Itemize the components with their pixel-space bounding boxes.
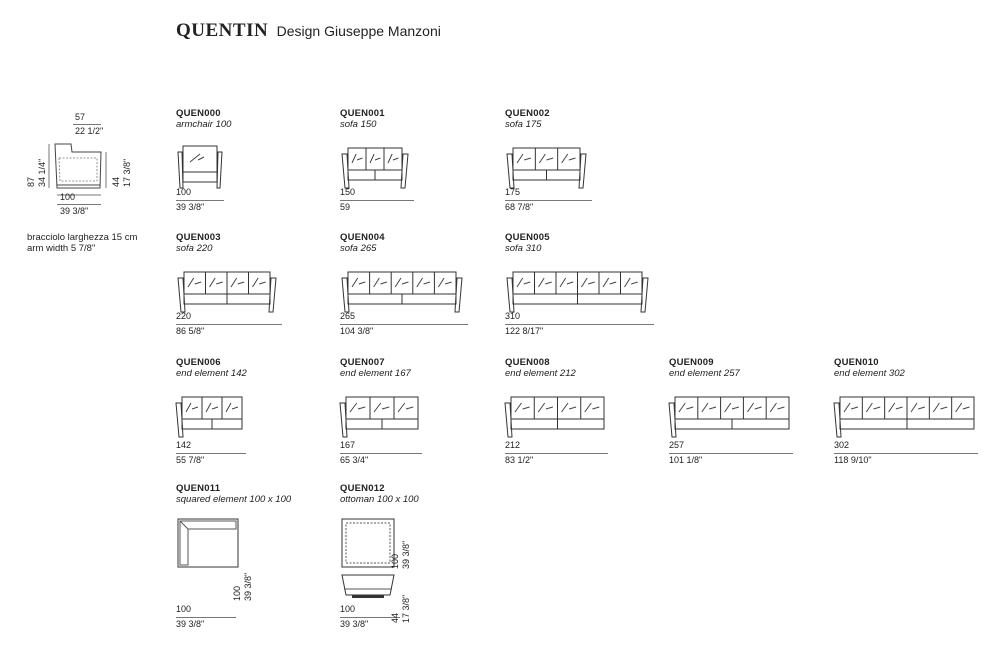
dimension-line: [669, 453, 793, 454]
width-cm: 220: [176, 311, 192, 321]
side-cm: 100: [390, 553, 400, 569]
dimension-line: [505, 453, 608, 454]
width-cm: 310: [505, 311, 521, 321]
product-description: end element 167: [340, 368, 411, 379]
dimension-line: [505, 324, 654, 325]
product-code: QUEN011: [176, 483, 221, 494]
width-in: 104 3/8": [340, 326, 374, 336]
product-code: QUEN002: [505, 108, 550, 119]
side-height-in: 34 1/4": [37, 158, 47, 187]
width-cm: 302: [834, 440, 850, 450]
width-cm: 100: [176, 604, 192, 614]
side-depth-cm: 100: [60, 192, 76, 202]
width-cm: 100: [176, 187, 192, 197]
side-seat-in: 17 3/8": [122, 158, 132, 187]
product-description: sofa 220: [176, 243, 213, 254]
product-drawing-icon: [505, 148, 608, 238]
dimension-line: [340, 453, 422, 454]
side-depth-in: 39 3/8": [60, 206, 89, 216]
dimension-line: [176, 453, 246, 454]
side-in: 39 3/8": [401, 540, 411, 569]
side-profile-icon: [0, 0, 140, 220]
product-code: QUEN009: [669, 357, 714, 368]
arm-width-note: [27, 232, 137, 254]
product-code: QUEN007: [340, 357, 385, 368]
width-cm: 265: [340, 311, 356, 321]
width-cm: 175: [505, 187, 521, 197]
width-cm: 167: [340, 440, 356, 450]
width-in: 55 7/8": [176, 455, 205, 465]
product-description: sofa 265: [340, 243, 377, 254]
product-code: QUEN004: [340, 232, 385, 243]
dimension-line: [340, 324, 468, 325]
product-drawing-icon: [340, 272, 484, 362]
dimension-line: [340, 200, 414, 201]
width-cm: 142: [176, 440, 192, 450]
width-in: 39 3/8": [340, 619, 369, 629]
width-in: 65 3/4": [340, 455, 369, 465]
product-drawing-icon: [505, 272, 670, 362]
dimension-line: [505, 200, 592, 201]
product-drawing-icon: [834, 397, 994, 487]
side-depth-line: [57, 204, 101, 205]
side-cm: 100: [232, 585, 242, 601]
side2-in: 17 3/8": [401, 594, 411, 623]
product-drawing-icon: [505, 397, 624, 487]
product-description: ottoman 100 x 100: [340, 494, 419, 505]
dimension-line: [176, 200, 224, 201]
product-code: QUEN000: [176, 108, 221, 119]
width-cm: 257: [669, 440, 685, 450]
product-code: QUEN003: [176, 232, 221, 243]
product-drawing-icon: [176, 272, 298, 362]
width-in: 86 5/8": [176, 326, 205, 336]
side-width-cm: 57: [75, 112, 86, 122]
product-code: QUEN006: [176, 357, 221, 368]
product-description: sofa 175: [505, 119, 542, 130]
product-drawing-icon: [669, 397, 809, 487]
side2-cm: 44: [390, 612, 400, 623]
side-height-cm: 87: [26, 176, 36, 187]
product-code: QUEN005: [505, 232, 550, 243]
product-description: end element 212: [505, 368, 576, 379]
product-description: sofa 310: [505, 243, 542, 254]
width-in: 68 7/8": [505, 202, 534, 212]
product-description: squared element 100 x 100: [176, 494, 292, 505]
designer-credit: Design Giuseppe Manzoni: [276, 23, 441, 39]
side-seat-cm: 44: [111, 176, 121, 187]
width-in: 101 1/8": [669, 455, 703, 465]
product-description: end element 257: [669, 368, 740, 379]
product-code: QUEN001: [340, 108, 385, 119]
product-description: sofa 150: [340, 119, 377, 130]
dimension-line: [834, 453, 978, 454]
product-description: end element 142: [176, 368, 247, 379]
page-title: [176, 20, 441, 42]
product-code: QUEN010: [834, 357, 879, 368]
note-english: arm width 5 7/8": [27, 243, 96, 254]
width-in: 59: [340, 202, 351, 212]
width-in: 122 8/17": [505, 326, 544, 336]
width-in: 39 3/8": [176, 202, 205, 212]
product-code: QUEN012: [340, 483, 385, 494]
note-italian: bracciolo larghezza 15 cm: [27, 232, 138, 243]
side-width-in: 22 1/2": [75, 126, 104, 136]
dimension-line: [176, 617, 236, 618]
width-cm: 212: [505, 440, 521, 450]
product-code: QUEN008: [505, 357, 550, 368]
width-in: 118 9/10": [834, 455, 872, 465]
product-description: end element 302: [834, 368, 905, 379]
product-description: armchair 100: [176, 119, 232, 130]
width-cm: 100: [340, 604, 356, 614]
width-cm: 150: [340, 187, 356, 197]
brand-name: QUENTIN: [176, 20, 269, 41]
width-in: 83 1/2": [505, 455, 534, 465]
side-in: 39 3/8": [243, 572, 253, 601]
dimension-line: [176, 324, 282, 325]
width-in: 39 3/8": [176, 619, 205, 629]
